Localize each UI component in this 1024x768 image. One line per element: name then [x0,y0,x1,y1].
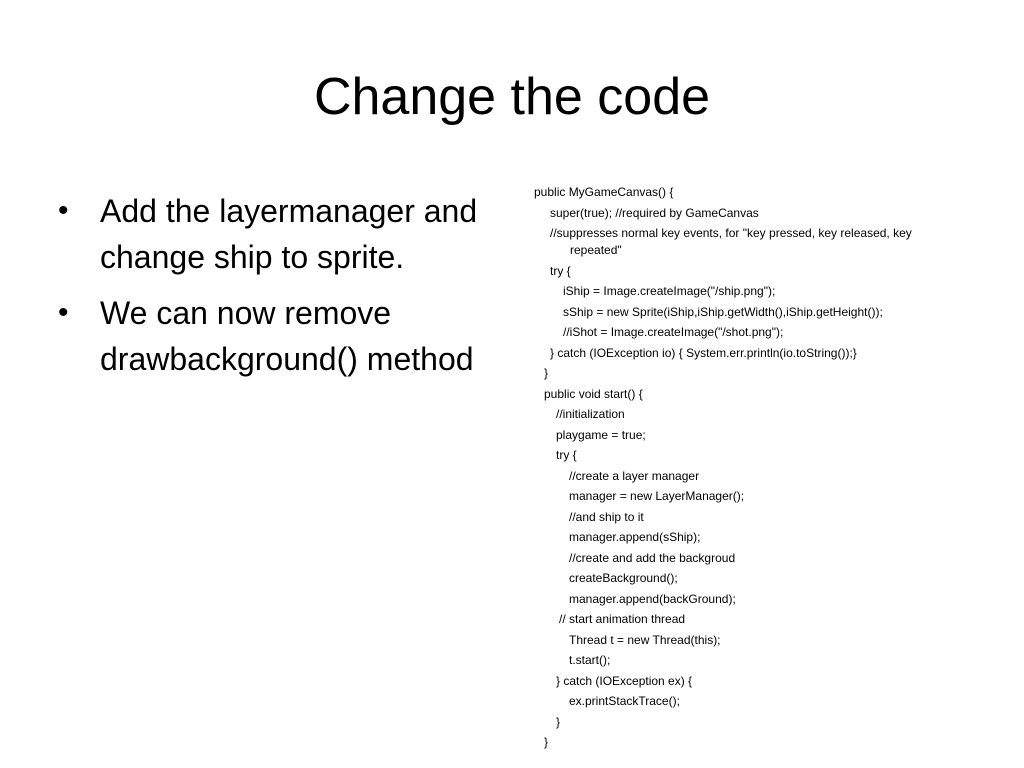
code-line: } [544,366,549,380]
code-line: manager.append(backGround); [569,591,736,606]
bullet-text: Add the layermanager and change ship to sprite. [100,193,478,275]
code-line: //create a layer manager [569,468,700,483]
bullet-text: We can now remove drawbackground() method [100,295,474,377]
code-line: } catch (IOException ex) { [556,673,693,688]
bullet-item [58,188,478,280]
code-line: } [556,714,561,729]
code-line: Thread t = new Thread(this); [569,632,721,647]
code-line: //and ship to it [569,509,644,524]
code-listing [534,184,974,755]
code-line: try { [556,448,577,462]
code-line: try { [550,263,571,278]
code-line-text: //suppresses normal key events, for "key pressed, key released, key [550,226,912,240]
code-line: sShip = new Sprite(iShip,iShip.getWidth(),iShip.getHeight()); [563,304,883,319]
code-line: } [544,735,549,749]
code-line: } catch (IOException io) { System.err.println(io.toString());} [550,345,857,360]
code-line: createBackground(); [569,571,678,585]
code-line: //create and add the backgroud [569,550,736,565]
code-line: ex.printStackTrace(); [569,694,680,708]
slide-title: Change the code [313,68,711,126]
code-line: //initialization [556,407,625,421]
code-line: playgame = true; [556,427,646,442]
code-line: iShip = Image.createImage("/ship.png"); [563,284,776,298]
code-line [534,225,974,259]
code-line: public void start() { [544,386,643,401]
code-line: manager = new LayerManager(); [569,489,745,503]
bullet-icon: • [58,296,69,329]
code-line: manager.append(sShip); [569,530,701,544]
code-line: super(true); //required by GameCanvas [550,205,759,220]
code-line-continuation: repeated" [570,243,622,257]
bullet-list [58,188,478,392]
code-line: // start animation thread [559,612,686,626]
bullet-item [58,290,478,382]
code-line: //iShot = Image.createImage("/shot.png"); [563,325,784,339]
bullet-icon: • [58,194,69,227]
code-line: t.start(); [569,653,611,667]
code-line: public MyGameCanvas() { [534,185,674,199]
